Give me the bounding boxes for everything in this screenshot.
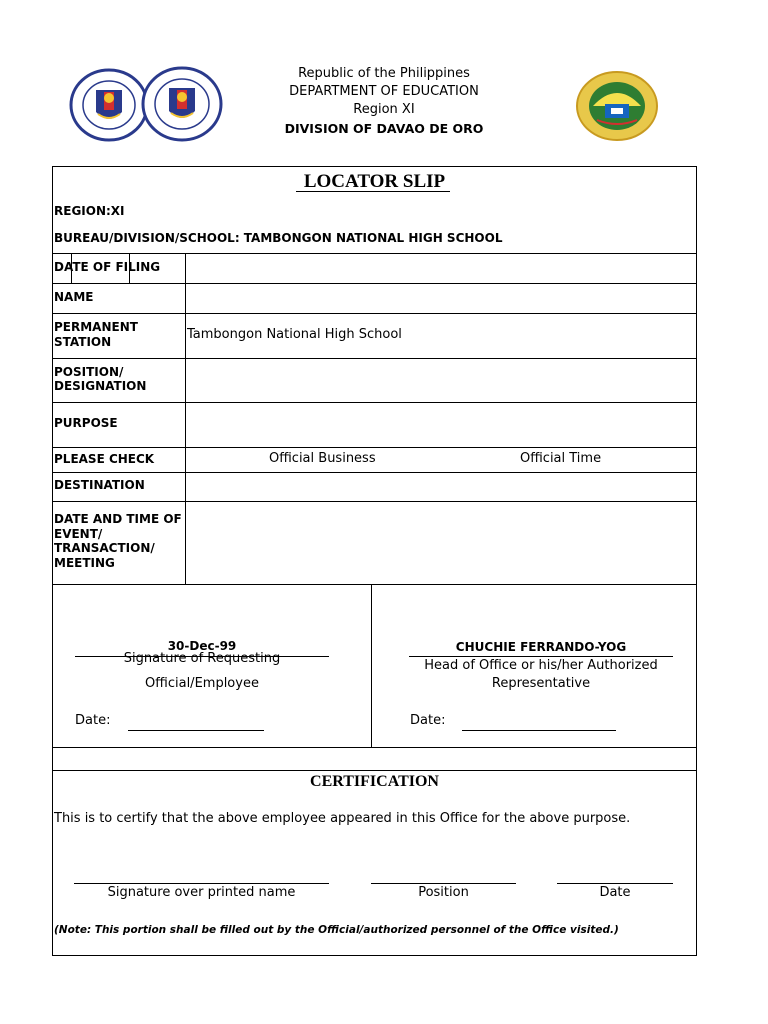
cert-position-line[interactable] <box>371 883 516 884</box>
requesting-date-value: 30-Dec-99 <box>167 639 237 653</box>
head-of-office-caption-2: Representative <box>491 676 591 691</box>
requesting-date-line[interactable] <box>128 730 264 731</box>
date-of-filing-field[interactable] <box>186 254 696 283</box>
requesting-caption-1: Signature of Requesting <box>123 651 281 666</box>
head-of-office-date-label: Date: <box>410 713 446 728</box>
certification-note: (Note: This portion shall be filled out by the Official/authorized personnel of the Office visited.) <box>54 924 619 936</box>
official-business-option[interactable]: Official Business <box>269 451 376 466</box>
event-label-1: DATE AND TIME OF <box>54 512 182 526</box>
purpose-field[interactable] <box>186 403 696 447</box>
certification-statement: This is to certify that the above employee appeared in this Office for the above purpose. <box>54 811 631 826</box>
destination-label: DESTINATION <box>54 478 145 492</box>
event-label-3: TRANSACTION/ <box>54 541 155 555</box>
permanent-station-value[interactable]: Tambongon National High School <box>187 327 402 342</box>
cert-signature-label: Signature over printed name <box>107 885 296 900</box>
header-republic: Republic of the Philippines <box>298 66 470 81</box>
requesting-date-label: Date: <box>75 713 111 728</box>
permanent-station-label-2: STATION <box>54 335 112 349</box>
region-label: REGION:XI <box>54 204 125 218</box>
form-title: LOCATOR SLIP <box>303 171 446 192</box>
official-time-option[interactable]: Official Time <box>520 451 602 466</box>
purpose-label: PURPOSE <box>54 416 118 430</box>
destination-field[interactable] <box>186 473 696 501</box>
please-check-label: PLEASE CHECK <box>54 452 155 466</box>
name-field[interactable] <box>186 284 696 313</box>
requesting-caption-2: Official/Employee <box>145 676 259 691</box>
head-of-office-caption-1: Head of Office or his/her Authorized <box>424 658 658 673</box>
permanent-station-label-1: PERMANENT <box>54 320 138 334</box>
cert-date-line[interactable] <box>557 883 673 884</box>
header-department: DEPARTMENT OF EDUCATION <box>289 84 479 99</box>
event-label-2: EVENT/ <box>54 527 103 541</box>
event-label-4: MEETING <box>54 556 115 570</box>
head-of-office-name: CHUCHIE FERRANDO-YOG <box>455 640 627 654</box>
bureau-label: BUREAU/DIVISION/SCHOOL: TAMBONGON NATIONAL HIGH SCHOOL <box>54 231 503 245</box>
header-region: Region XI <box>353 102 415 117</box>
head-of-office-date-line[interactable] <box>462 730 616 731</box>
position-label-2: DESIGNATION <box>54 379 147 393</box>
cert-signature-line[interactable] <box>74 883 329 884</box>
event-field[interactable] <box>186 502 696 584</box>
position-label-1: POSITION/ <box>54 365 124 379</box>
position-field[interactable] <box>186 359 696 402</box>
cert-position-label: Position <box>418 885 469 900</box>
header-division: DIVISION OF DAVAO DE ORO <box>284 121 484 136</box>
name-label: NAME <box>54 290 94 304</box>
date-of-filing-label: DATE OF FILING <box>54 260 161 274</box>
certification-title: CERTIFICATION <box>310 773 439 790</box>
cert-date-label: Date <box>599 885 631 900</box>
